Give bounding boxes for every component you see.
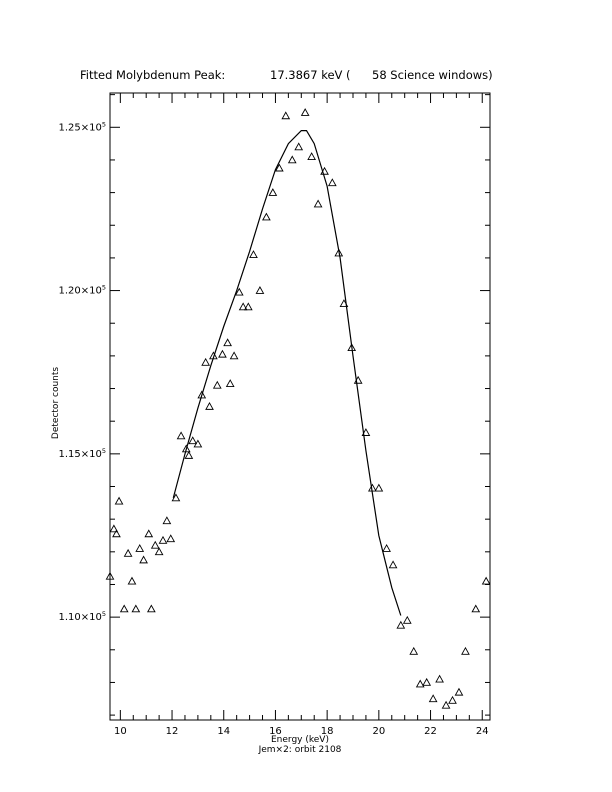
data-point (163, 517, 170, 523)
data-point (269, 189, 276, 195)
data-point (329, 179, 336, 185)
data-point (442, 702, 449, 708)
x-tick-label: 12 (165, 726, 179, 737)
data-point (202, 359, 209, 365)
data-point (410, 648, 417, 654)
data-point (124, 550, 131, 556)
data-point (140, 556, 147, 562)
data-point (156, 548, 163, 554)
data-point (449, 697, 456, 703)
data-point (483, 578, 490, 584)
data-point (189, 437, 196, 443)
x-tick-label: 16 (269, 726, 282, 737)
data-point (430, 695, 437, 701)
y-tick-label: $1.25\times 10^5$ (58, 120, 106, 134)
x-tick-label: 20 (372, 726, 386, 737)
data-point (472, 605, 479, 611)
data-point (404, 617, 411, 623)
x-tick-label: 14 (217, 726, 231, 737)
axis-ticks (110, 93, 490, 720)
x-tick-label: 22 (424, 726, 437, 737)
y-axis-label: Detector counts (51, 366, 61, 440)
data-point (436, 676, 443, 682)
data-point (230, 352, 237, 358)
data-point (115, 498, 122, 504)
data-point (256, 287, 263, 293)
data-point (148, 605, 155, 611)
data-point (308, 153, 315, 159)
data-point (227, 380, 234, 386)
data-point (314, 200, 321, 206)
data-point (455, 689, 462, 695)
data-point (121, 605, 128, 611)
chart-title-windows: 58 Science windows) (372, 68, 493, 82)
data-point (282, 112, 289, 118)
data-point (145, 530, 152, 536)
data-point (152, 542, 159, 548)
data-point (214, 382, 221, 388)
data-point (185, 452, 192, 458)
data-point (302, 109, 309, 115)
data-point (389, 561, 396, 567)
chart-title-prefix: Fitted Molybdenum Peak: (80, 68, 226, 82)
chart-subtitle: Jem×2: orbit 2108 (258, 745, 342, 755)
x-tick-label: 18 (320, 726, 334, 737)
y-tick-labels (58, 120, 106, 623)
data-point (263, 213, 270, 219)
fit-curve (173, 131, 400, 616)
data-point (128, 578, 135, 584)
data-point (219, 351, 226, 357)
data-point (159, 537, 166, 543)
data-point (423, 679, 430, 685)
data-point (224, 339, 231, 345)
y-tick-label: $1.15\times 10^5$ (58, 446, 106, 460)
data-point (417, 680, 424, 686)
data-point (397, 622, 404, 628)
data-point (132, 605, 139, 611)
data-point (383, 545, 390, 551)
x-tick-label: 10 (113, 726, 127, 737)
chart-title-energy: 17.3867 keV ( (270, 68, 351, 82)
data-point (177, 432, 184, 438)
data-markers (106, 109, 489, 708)
plot-frame (110, 93, 490, 720)
x-tick-label: 24 (475, 726, 489, 737)
data-point (295, 143, 302, 149)
data-point (462, 648, 469, 654)
y-tick-label: $1.10\times 10^5$ (58, 610, 106, 624)
data-point (167, 535, 174, 541)
data-point (206, 403, 213, 409)
data-point (289, 156, 296, 162)
data-point (136, 545, 143, 551)
x-axis-label: Energy (keV) (271, 735, 329, 745)
data-point (375, 485, 382, 491)
data-point (113, 530, 120, 536)
data-point (250, 251, 257, 257)
y-tick-label: $1.20\times 10^5$ (58, 283, 106, 297)
